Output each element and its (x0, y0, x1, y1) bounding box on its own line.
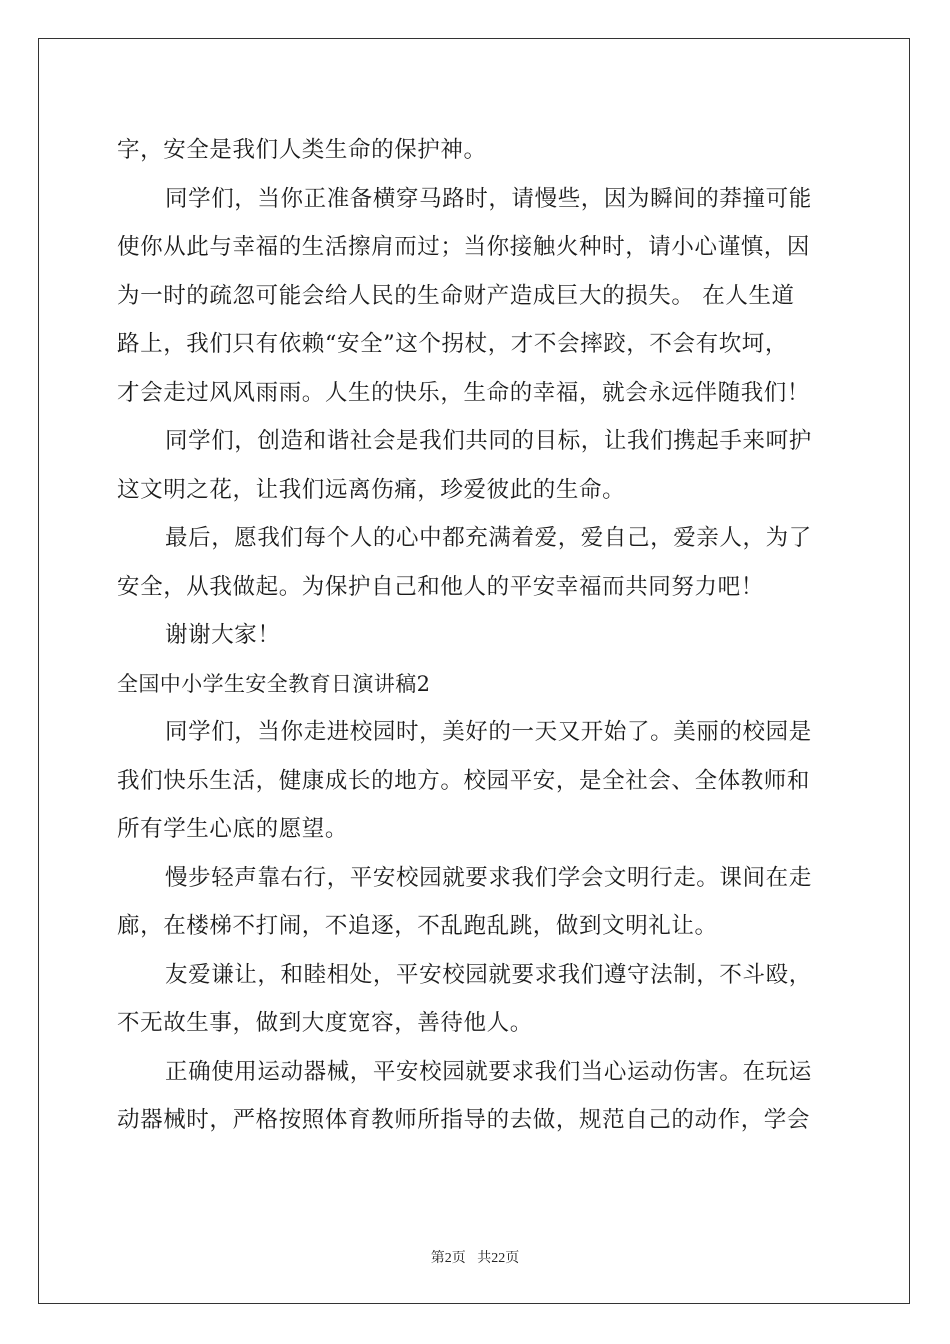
paragraph-line: 这文明之花，让我们远离伤痛，珍爱彼此的生命。 (117, 476, 626, 503)
page-total: 共22页 (477, 1251, 520, 1266)
paragraph-line: 友爱谦让，和睦相处，平安校园就要求我们遵守法制，不斗殴， (165, 961, 812, 988)
paragraph-line: 同学们，当你走进校园时，美好的一天又开始了。美丽的校园是 (165, 719, 812, 745)
document-body (117, 126, 837, 1145)
paragraph-line: 同学们，创造和谐社会是我们共同的目标，让我们携起手来呵护 (165, 428, 812, 454)
paragraph-line: 所有学生心底的愿望。 (117, 816, 349, 842)
paragraph-line: 最后，愿我们每个人的心中都充满着爱，爱自己，爱亲人，为了 (165, 525, 812, 551)
paragraph-line: 廊，在楼梯不打闹，不追逐，不乱跑乱跳，做到文明礼让。 (117, 913, 718, 939)
paragraph-line: 路上，我们只有依赖“安全”这个拐杖，才不会摔跤，不会有坎坷， (117, 331, 789, 357)
page-footer (0, 1247, 950, 1267)
paragraph-line: 使你从此与幸福的生活擦肩而过；当你接触火种时，请小心谨慎，因 (117, 234, 811, 260)
paragraph-line: 慢步轻声靠右行，平安校园就要求我们学会文明行走。课间在走 (165, 864, 812, 891)
paragraph-line: 才会走过风风雨雨。人生的快乐，生命的幸福，就会永远伴随我们！ (117, 379, 811, 406)
paragraph-line: 安全，从我做起。为保护自己和他人的平安幸福而共同努力吧！ (117, 573, 764, 600)
section-heading: 全国中小学生安全教育日演讲稿2 (117, 671, 431, 696)
paragraph-line: 为一时的疏忽可能会给人民的生命财产造成巨大的损失。 在人生道 (117, 282, 795, 309)
paragraph-line: 同学们，当你正准备横穿马路时，请慢些，因为瞬间的莽撞可能 (165, 185, 812, 212)
paragraph-line: 正确使用运动器械，平安校园就要求我们当心运动伤害。在玩运 (165, 1058, 812, 1085)
paragraph-line: 动器械时，严格按照体育教师所指导的去做，规范自己的动作，学会 (117, 1107, 811, 1133)
page-number: 第2页 (430, 1251, 466, 1266)
paragraph-line: 我们快乐生活，健康成长的地方。校园平安，是全社会、全体教师和 (117, 767, 811, 794)
paragraph-line: 字，安全是我们人类生命的保护神。 (117, 137, 487, 163)
paragraph-line: 谢谢大家！ (165, 622, 281, 648)
paragraph-line: 不无故生事，做到大度宽容，善待他人。 (117, 1010, 533, 1036)
